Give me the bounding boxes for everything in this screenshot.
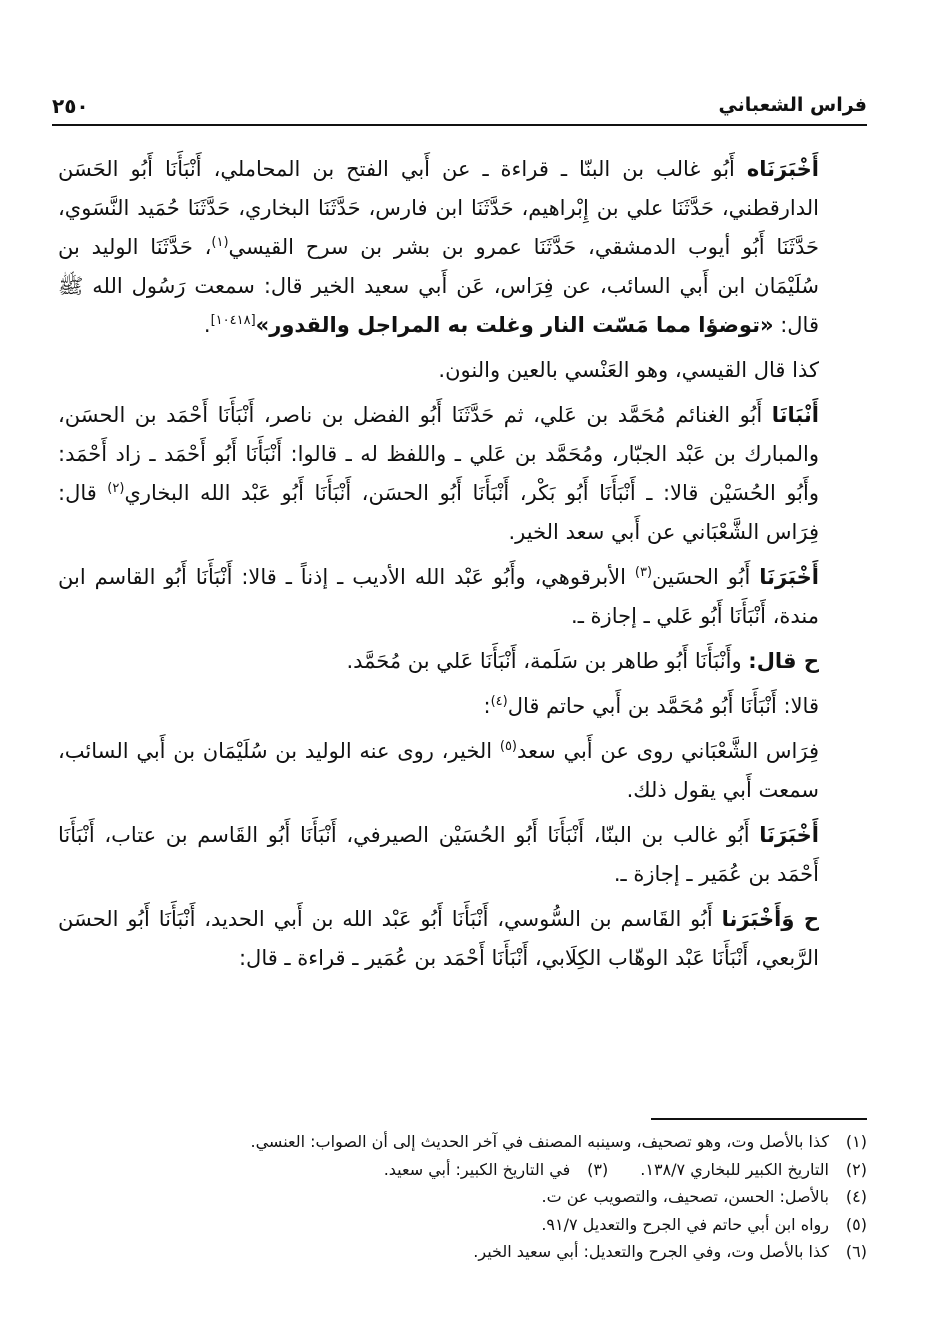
paragraph-text: . — [203, 313, 211, 337]
paragraph-7 — [58, 732, 867, 810]
transmission-keyword: أَنْبَانَا — [771, 403, 819, 427]
paragraph-4 — [58, 558, 867, 636]
paragraph-3 — [58, 396, 867, 552]
footnote-text: رواه ابن أبي حاتم في الجرح والتعديل ٩١/٧. — [541, 1214, 829, 1234]
footnote-text: في التاريخ الكبير: أبي سعيد. — [383, 1159, 571, 1179]
paragraph-text: قالا: أَنْبَأَنَا أَبُو مُحَمَّد بن أَبي حاتم قال — [507, 694, 819, 718]
footnote-number: (٤) — [845, 1187, 867, 1206]
footnote-1 — [58, 1128, 867, 1156]
footnote-number: (٥) — [845, 1214, 867, 1234]
footnote-text: بالأصل: الحسن، تصحيف، والتصويب عن ت. — [541, 1187, 829, 1206]
paragraph-text: وأَنْبَأَنَا أَبُو طاهر بن سَلَمة، أَنْبَأَنَا عَلي بن مُحَمَّد. — [346, 649, 749, 673]
footnote-marker-3: (٣) — [634, 565, 653, 580]
footnote-2-3 — [58, 1156, 867, 1184]
paragraph-text: ، حَدَّثَنَا الوليد بن سُلَيْمَان ابن أَبي السائب، عن فِرَاس، عَن أَبي سعيد الخير قال: سمعت رَسُول الله ﷺ قال: — [58, 235, 819, 337]
footnote-6 — [58, 1238, 867, 1266]
paragraph-text: قال: فِرَاس الشَّعْبَاني عن أَبي سعد الخير. — [58, 481, 819, 544]
footnote-separator — [651, 1118, 867, 1120]
transmission-keyword: ح وَأَخْبَرَنا — [721, 907, 819, 931]
main-text — [58, 150, 867, 984]
transmission-keyword: أَخْبَرَنَا — [759, 565, 819, 589]
transmission-keyword: أَخْبَرَنَا — [759, 823, 819, 847]
transmission-keyword: ح قال: — [748, 649, 819, 673]
footnote-marker-5: (٥) — [499, 739, 517, 754]
footnote-marker-2: (٢) — [107, 481, 125, 496]
paragraph-text: فِرَاس الشَّعْبَاني روى عن أَبي سعد — [517, 739, 819, 763]
paragraph-text: الأبرقوهي، وأَبُو عَبْد الله الأديب ـ إذناً ـ قالا: أَنْبَأَنَا أَبُو القاسم ابن مندة، أَنْبَأَنَا أَبُو عَلي ـ إجازة ـ. — [58, 565, 819, 628]
paragraph-text: أَبُو غالب بن البنّا ـ قراءة ـ عن أَبي الفتح بن المحاملي، أَنْبَأَنَا أَبُو الحَسَن الدارقطني، حَدَّثَنَا علي بن إِبْراهيم، حَدَّثَنَا ابن فارس، حَدَّثَنَا البخاري، حَدَّثَنَا حُمَيد النَّسَوي، حَدَّثَنَا أَبُو أيوب الدمشقي، حَدَّثَنَا عمرو بن بشر بن سرح القيسي — [58, 157, 819, 259]
running-head — [52, 90, 867, 126]
footnote-text: التاريخ الكبير للبخاري ١٣٨/٧. — [640, 1159, 829, 1179]
footnote-marker-1: (١) — [211, 235, 229, 250]
footnotes — [58, 1128, 867, 1266]
paragraph-text: : — [483, 694, 491, 718]
paragraph-text: الخير، روى عنه الوليد بن سُلَيْمَان بن أَبي السائب، سمعت أَبي يقول ذلك. — [58, 739, 819, 802]
footnote-number: (٢) — [845, 1159, 867, 1179]
footnote-text: كذا بالأصل وت، وفي الجرح والتعديل: أبي سعيد الخير. — [473, 1242, 829, 1261]
running-title: فراس الشعباني — [718, 94, 867, 116]
hadith-text: «توضؤا مما مَسّت النار وغلت به المراجل والقدور» — [255, 313, 774, 337]
paragraph-2: كذا قال القيسي، وهو العَنْسي بالعين والنون. — [438, 358, 819, 382]
paragraph-8 — [58, 816, 867, 894]
footnote-marker-4: (٤) — [490, 694, 508, 709]
paragraph-6 — [58, 687, 867, 726]
hadith-reference: [١٠٤١٨] — [210, 313, 256, 328]
footnote-5 — [58, 1211, 867, 1239]
paragraph-text: أَبُو الغنائم مُحَمَّد بن عَلي، ثم حَدَّثَنَا أَبُو الفضل بن ناصر، أَنْبَأَنَا أَحْمَد بن الحسَن، والمبارك بن عَبْد الجبّار، ومُحَمَّد بن عَلي ـ واللفظ له ـ قالوا: أَنْبَأَنَا أَبُو أَحْمَد ـ زاد أَحْمَد: وأَبُو الحُسَيْن قالا: ـ أَنْبَأَنَا أَبُو بَكْر، أَنْبَأَنَا أَبُو الحسَن، أَنْبَأَنَا أَبُو عَبْد الله البخاري — [58, 403, 819, 505]
paragraph-text: أَبُو غالب بن البنّا، أَنْبَأَنَا أَبُو الحُسَيْن الصيرفي، أَنْبَأَنَا أَبُو القَاسم بن عتاب، أَنْبَأَنَا أَحْمَد بن عُمَير ـ إجازة ـ. — [58, 823, 819, 886]
footnote-number: (١) — [845, 1132, 867, 1151]
paragraph-1 — [58, 150, 867, 345]
footnote-number: (٣) — [587, 1159, 609, 1179]
footnote-4 — [58, 1183, 867, 1211]
paragraph-text: أَبُو القَاسم بن السُّوسي، أَنْبَأَنَا أَبُو عَبْد الله بن أَبي الحديد، أَنْبَأَنَا أَبُو الحسَن الرَّبعي، أَنْبَأَنَا عَبْد الوهّاب الكِلَابي، أَنْبَأَنَا أَحْمَد بن عُمَير ـ قراءة ـ قال: — [58, 907, 819, 970]
paragraph-text: أَبُو الحسَين — [652, 565, 760, 589]
paragraph-9 — [58, 900, 867, 978]
paragraph-5 — [58, 642, 867, 681]
footnote-text: كذا بالأصل وت، وهو تصحيف، وسينبه المصنف في آخر الحديث إلى أن الصواب: العنسي. — [250, 1132, 829, 1151]
footnote-number: (٦) — [845, 1242, 867, 1261]
page-number: ٢٥٠ — [52, 94, 89, 118]
transmission-keyword: أَخْبَرَنَاه — [746, 157, 819, 181]
